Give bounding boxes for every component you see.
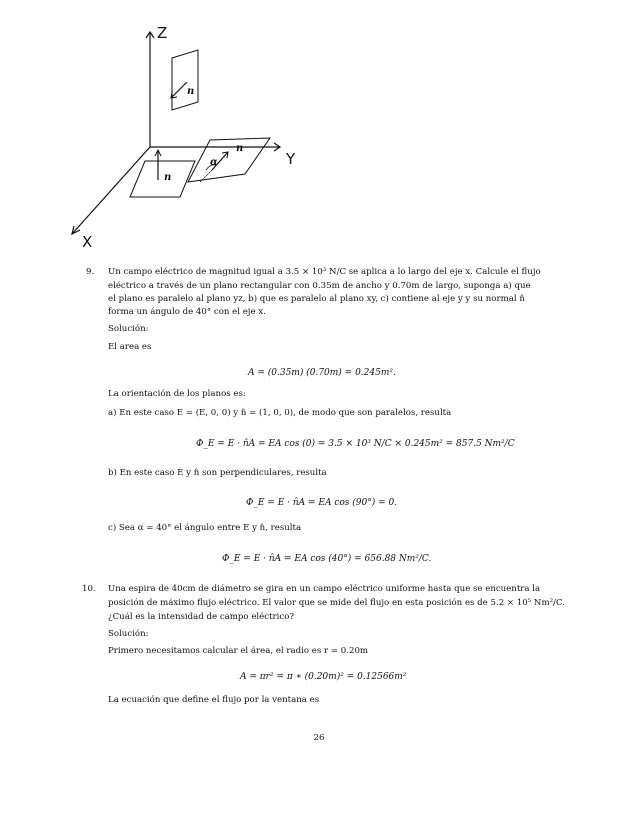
y-axis-label: Y xyxy=(286,150,296,168)
page-number: 26 xyxy=(313,733,325,743)
normal-arrow-yz xyxy=(171,82,187,98)
problem-9-case-a: a) En este caso E = (E, 0, 0) y n̂ = (1, 0, 0), de modo que son paralelos, resulta xyxy=(108,408,452,418)
label-n-tilted: n xyxy=(236,143,244,154)
problem-10-number: 10. xyxy=(82,584,96,594)
problem-9-line-4: forma un ángulo de 40° con el eje x. xyxy=(108,307,266,317)
problem-9-equation-a: Φ_E = E · n̂A = EA cos (0) = 3.5 × 10³ N/C × 0.245m² = 857.5 Nm²/C xyxy=(196,439,515,449)
problem-10-flux-intro: La ecuación que define el flujo por la ventana es xyxy=(108,695,320,705)
problem-9-case-b: b) En este caso E y n̂ son perpendiculares, resulta xyxy=(108,468,327,478)
problem-10-line-2: posición de máximo flujo eléctrico. El valor que se mide del flujo en esta posición es de 5.2 × 10⁵ Nm²/C. xyxy=(108,598,565,608)
problem-9-area-intro: El area es xyxy=(108,342,152,352)
problem-10-radius-text: Primero necesitamos calcular el área, el radio es r = 0.20m xyxy=(108,646,369,656)
problem-9-solution-heading: Solución: xyxy=(108,324,149,334)
plane-xy xyxy=(130,161,195,197)
problem-9-equation-b: Φ_E = E · n̂A = EA cos (90°) = 0. xyxy=(246,498,398,508)
coordinate-diagram xyxy=(60,22,320,252)
problem-9-line-1: Un campo eléctrico de magnitud igual a 3.5 × 10³ N/C se aplica a lo largo del eje x. Calcule el flujo xyxy=(108,267,541,277)
problem-9-case-c: c) Sea α = 40° el ángulo entre E y n̂, resulta xyxy=(108,523,302,533)
plane-yz xyxy=(172,50,198,110)
problem-10-solution-heading: Solución: xyxy=(108,629,149,639)
problem-9-area-equation: A = (0.35m) (0.70m) = 0.245m². xyxy=(248,368,396,378)
x-axis-label: X xyxy=(82,233,93,251)
problem-9-line-2: eléctrico a través de un plano rectangular con 0.35m de ancho y 0.70m de largo, suponga a) que xyxy=(108,281,531,291)
label-alpha: α xyxy=(210,157,218,168)
problem-10-line-1: Una espira de 40cm de diámetro se gira en un campo eléctrico uniforme hasta que se encuentra la xyxy=(108,584,541,594)
problem-10-line-3: ¿Cuál es la intensidad de campo eléctrico? xyxy=(108,612,294,622)
z-axis-label: Z xyxy=(157,24,168,42)
label-n-xy: n xyxy=(164,172,172,183)
problem-9-equation-c: Φ_E = E · n̂A = EA cos (40°) = 656.88 Nm²/C. xyxy=(222,554,432,564)
problem-9-number: 9. xyxy=(86,267,95,277)
problem-9-orientation: La orientación de los planos es: xyxy=(108,389,246,399)
plane-tilted xyxy=(188,138,270,182)
problem-10-area-equation: A = πr² = π ∗ (0.20m)² = 0.12566m² xyxy=(240,672,407,682)
problem-9-line-3: el plano es paralelo al plano yz, b) que es paralelo al plano xy, c) contiene al eje y y su normal n̂ xyxy=(108,294,525,304)
x-axis xyxy=(72,147,150,234)
label-n-yz: n xyxy=(187,86,195,97)
